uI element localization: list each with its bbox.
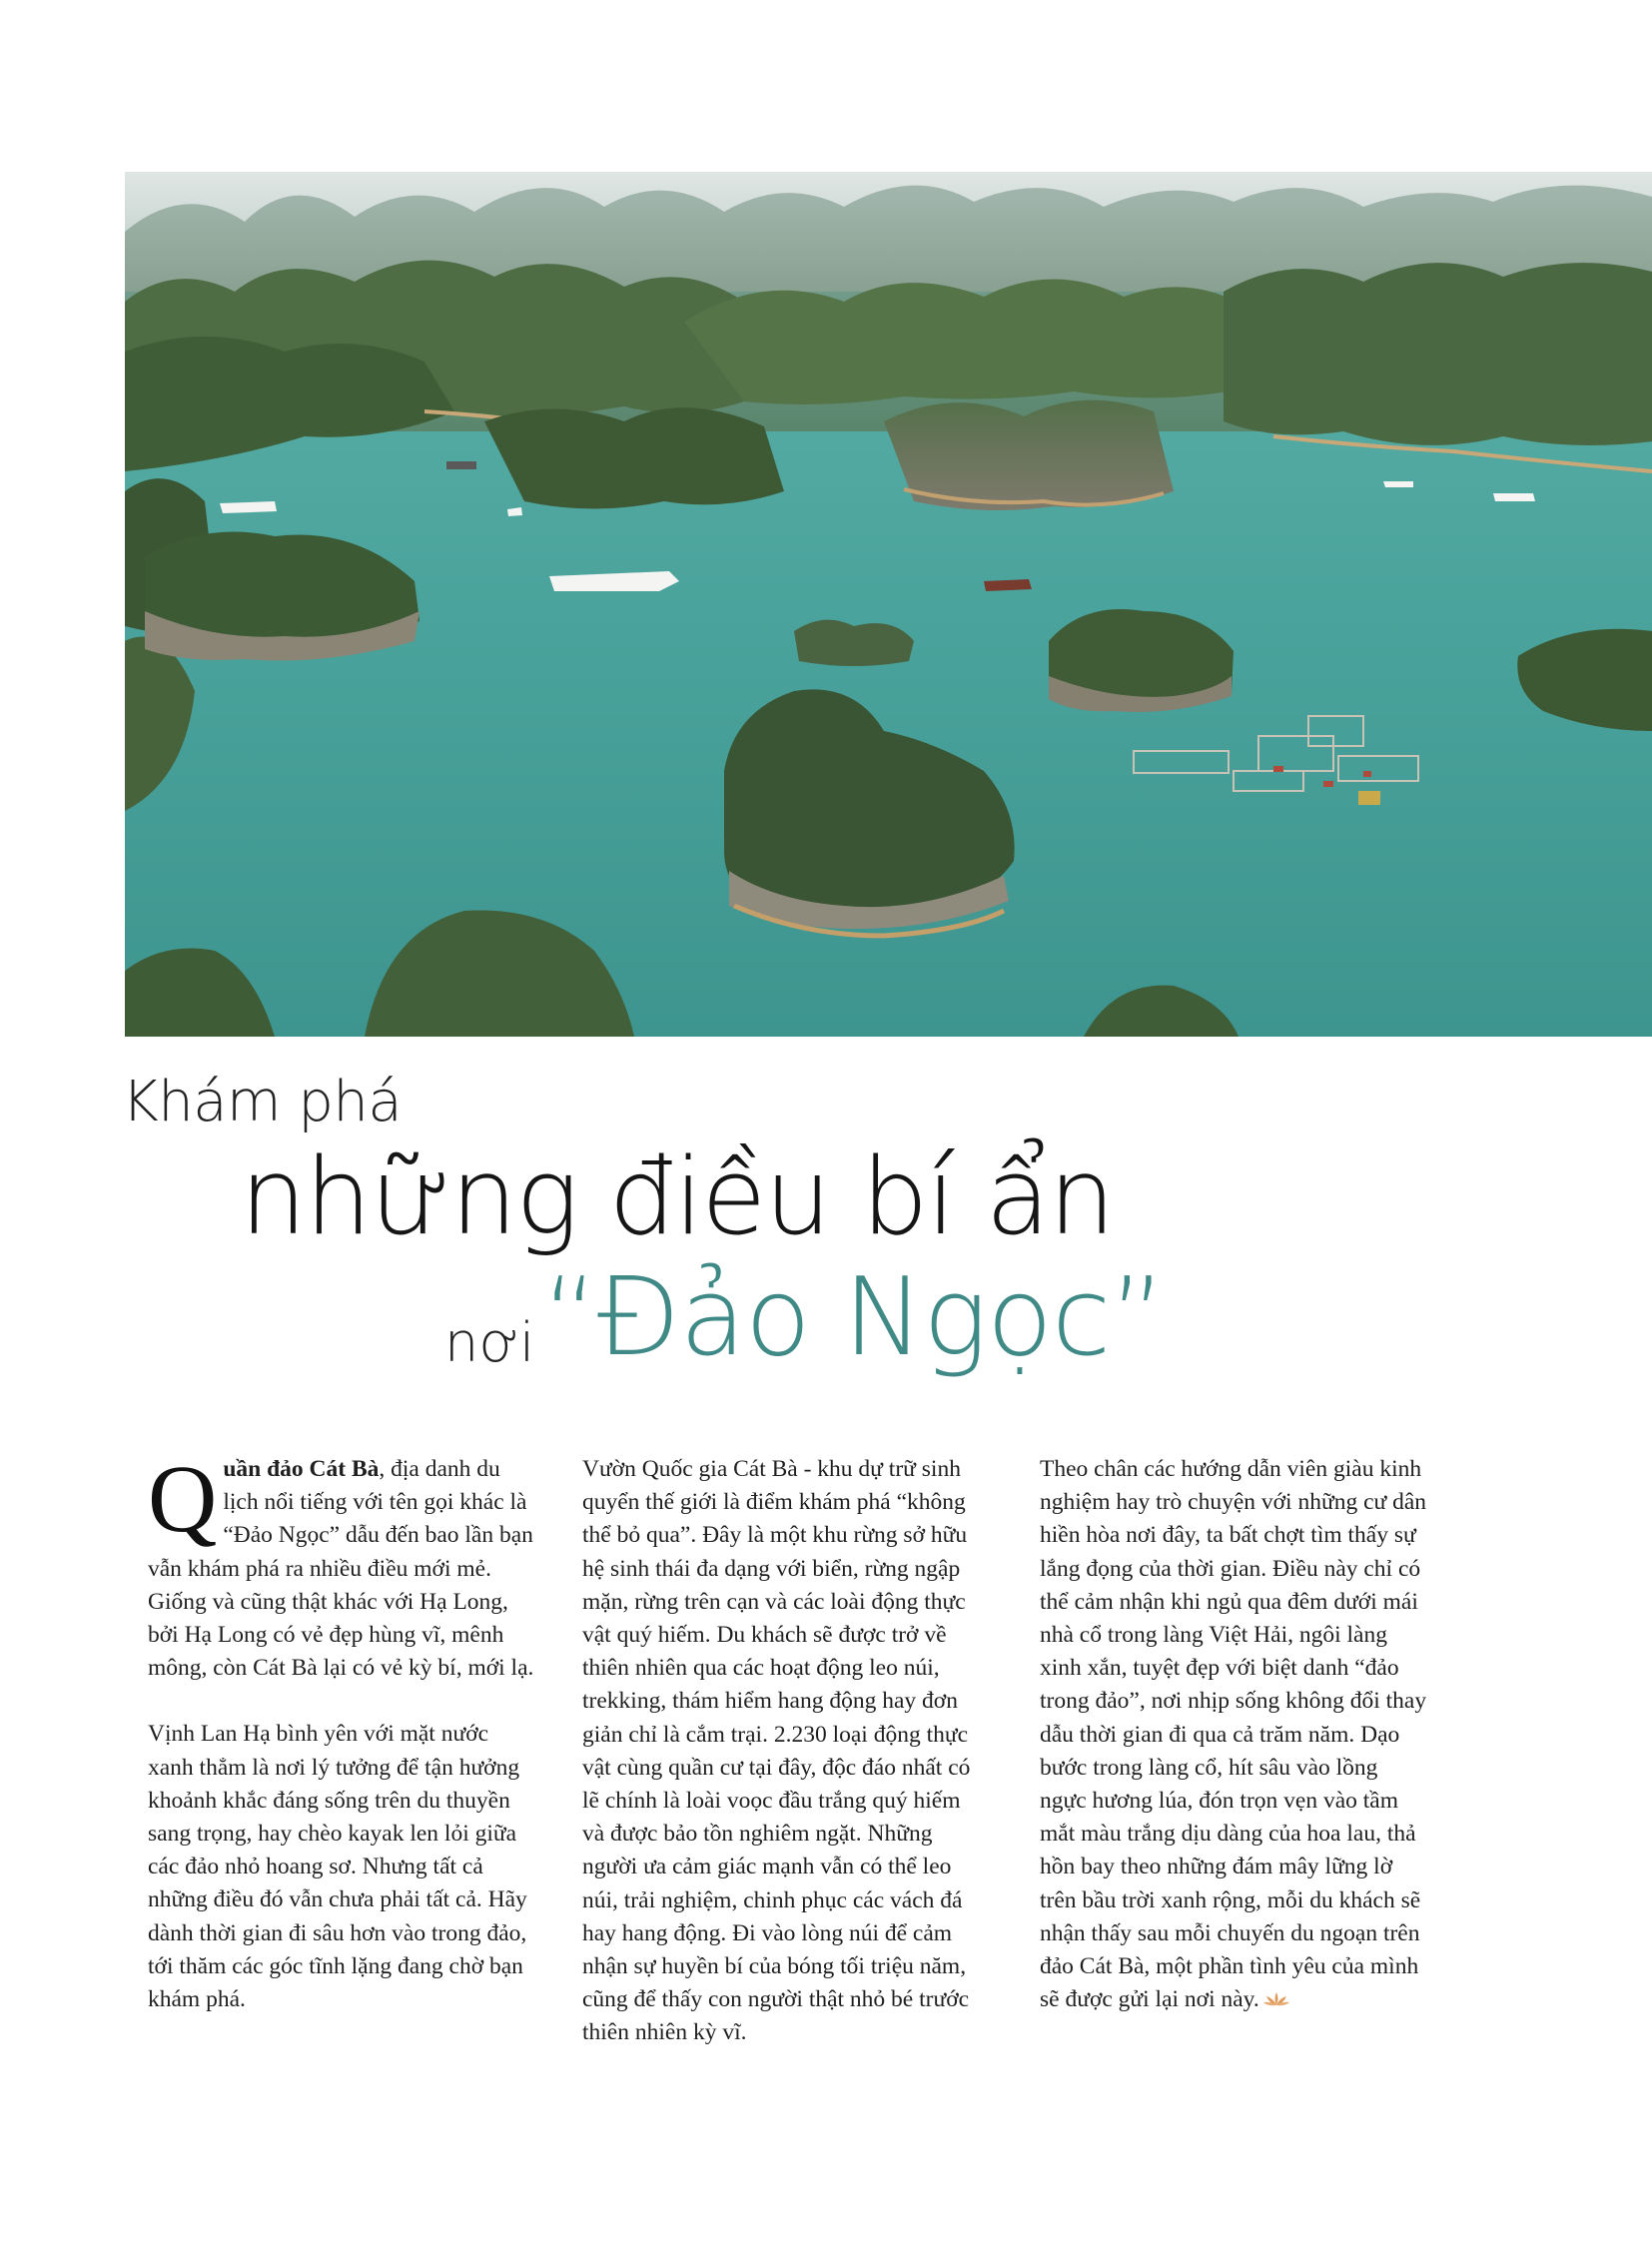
headline-line-3-name: “Đảo Ngọc” (542, 1255, 1166, 1380)
article-column-2 (582, 1453, 972, 2050)
paragraph-3: Vườn Quốc gia Cát Bà - khu dự trữ sinh quyển thế giới là điểm khám phá “không thể bỏ qua”. Đây là một khu rừng sở hữu hệ sinh thái đa dạng với biển, rừng ngập mặn, rừng trên cạn và các loài động thực vật quý hiếm. Du khách sẽ được trở về thiên nhiên qua các hoạt động leo núi, trekking, thám hiểm hang động hay đơn giản chỉ là cắm trại. 2.230 loại động thực vật cùng quần cư tại đây, độc đáo nhất có lẽ chính là loài voọc đầu trắng quý hiếm và được bảo tồn nghiêm ngặt. Những người ưa cảm giác mạnh vẫn có thể leo núi, trải nghiệm, chinh phục các vách đá hay hang động. Đi vào lòng núi để cảm nhận sự huyền bí của bóng tối triệu năm, cũng để thấy con người thật nhỏ bé trước thiên nhiên kỳ vĩ. (582, 1456, 971, 2046)
paragraph-1 (148, 1445, 537, 1685)
bay-photo (125, 172, 1652, 1037)
lotus-icon (1263, 1984, 1289, 2017)
headline-line-2: những điều bí ẩn (240, 1135, 1114, 1258)
paragraph-1-text: , địa danh du lịch nổi tiếng với tên gọi khác là “Đảo Ngọc” dẫu đến bao lần bạn vẫn khám phá ra nhiều điều mới mẻ. Giống và cũng thật khác với Hạ Long, bởi Hạ Long có vẻ đẹp hùng vĩ, mênh mông, còn Cát Bà lại có vẻ kỳ bí, mới lạ. (148, 1456, 534, 1682)
lead-bold-text: uần đảo Cát Bà (223, 1456, 380, 1482)
paragraph-4 (1040, 1453, 1429, 2017)
article-column-1 (148, 1445, 537, 2016)
article-column-3 (1040, 1453, 1429, 2017)
headline-line-1: Khám phá (122, 1070, 403, 1134)
paragraph-2: Vịnh Lan Hạ bình yên với mặt nước xanh thẳm là nơi lý tưởng để tận hưởng khoảnh khắc đáng sống trên du thuyền sang trọng, hay chèo kayak len lỏi giữa các đảo nhỏ hoang sơ. Nhưng tất cả những điều đó vẫn chưa phải tất cả. Hãy dành thời gian đi sâu hơn vào trong đảo, tới thăm các góc tĩnh lặng đang chờ bạn khám phá. (148, 1721, 527, 2013)
headline-line-3-prefix: nơi (444, 1311, 535, 1374)
drop-cap: Q (148, 1445, 218, 1552)
paragraph-4-text: Theo chân các hướng dẫn viên giàu kinh nghiệm hay trò chuyện với những cư dân hiền hòa nơi đây, ta bất chợt tìm thấy sự lắng đọng của thời gian. Điều này chỉ có thể cảm nhận khi ngủ qua đêm dưới mái nhà cổ trong làng Việt Hải, ngôi làng xinh xắn, tuyệt đẹp với biệt danh “đảo trong đảo”, nơi nhịp sống không đổi thay dẫu thời gian đi qua cả trăm năm. Dạo bước trong làng cổ, hít sâu vào lồng ngực hương lúa, đón trọn vẹn vào tầm mắt màu trắng dịu dàng của hoa lau, thả hồn bay theo những đám mây lững lờ trên bầu trời xanh rộng, mỗi du khách sẽ nhận thấy sau mỗi chuyến du ngoạn trên đảo Cát Bà, một phần tình yêu của mình sẽ được gửi lại nơi này. (1040, 1456, 1427, 2013)
